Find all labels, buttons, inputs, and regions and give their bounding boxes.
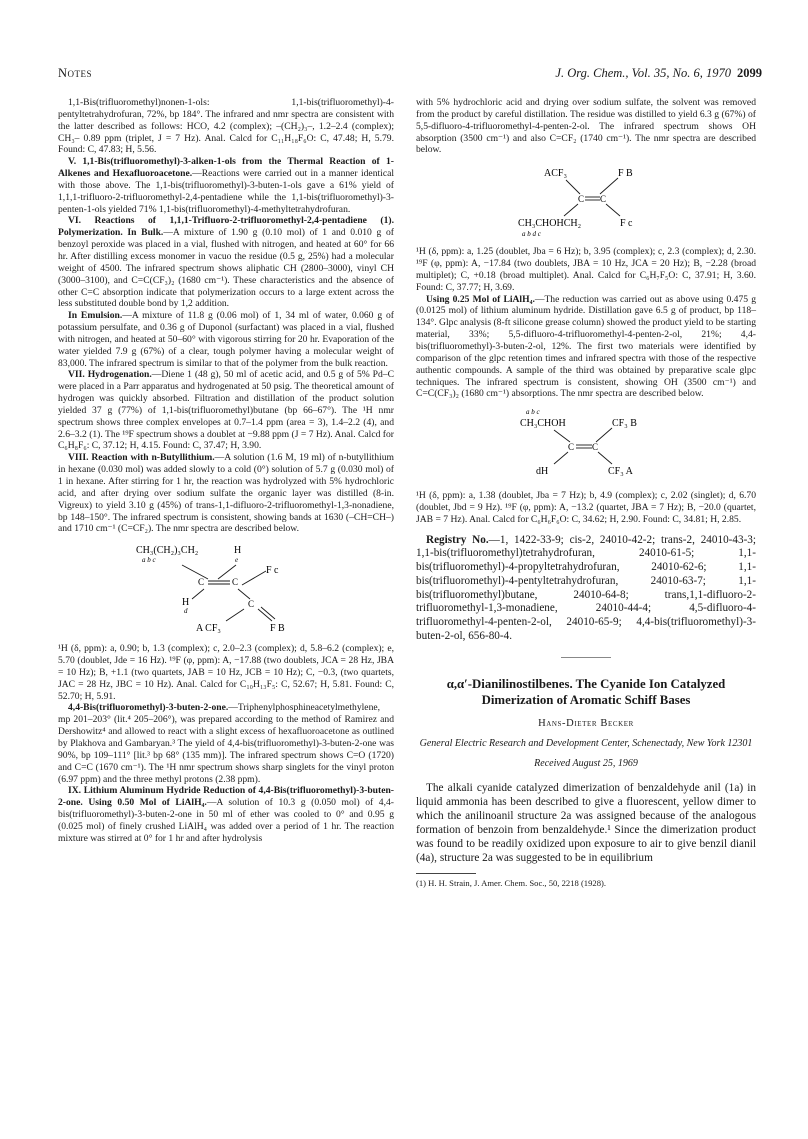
paragraph: V. 1,1-Bis(trifluoromethyl)-3-alken-1-ols from the Thermal Reaction of 1-Alkenes and Hexafluoroacetone.—Reactions were carried out in a manner identical with those above. The 1,1-bis(trifluoromethyl)-3-buten-1-ols gave a 61% yield of 1,1,1-trifluoro-2-trifluoromethyl-2,4-pentadiene while the 1,1-bis(trifluoromethyl)-3-penten-1-ols yielded 71% 1,1-bis(trifluoromethyl)-4-methyltetrahydrofuran.	[58, 156, 395, 215]
bond	[238, 589, 250, 599]
chemical-structure-nonadiene	[58, 541, 394, 637]
bond	[192, 589, 204, 599]
svg-text:C: C	[232, 577, 239, 588]
struct-h-d: H	[182, 597, 190, 609]
struct-cf3a: CF₃ A	[608, 466, 633, 478]
paragraph: 4,4-Bis(trifluoromethyl)-3-buten-2-one.—Triphenylphosphineacetylmethylene, mp 201–203° (lit.⁴ 205–206°), was prepared according to the method of Ramirez and Dershowitz⁴ and allowed to react with a slight excess of hexafluoroacetone as outlined by Plakhova and Gambaryan.³ The yield of 4,4-bis(trifluoromethyl)-3-buten-2-one was 90%, bp 109–111° [lit.³ bp 68° (135 mm)]. The infrared spectrum shows C=O (1720) and C=C (1670 cm⁻¹). The ¹H nmr spectrum shows sharp singlets for the vinyl proton (6.97 ppm) and the three methyl protons (2.38 ppm).	[58, 702, 394, 785]
section-heading: VII. Hydrogenation.	[68, 369, 152, 381]
paragraph: In Emulsion.—A mixture of 11.8 g (0.06 mol) of 1, 34 ml of water, 0.060 g of potassium persulfate, and 0.36 g of Duponol (surfactant) was placed in a vial, flushed with nitrogen, and heated at 50–60° with vigorous stirring for 20 hr. Evaporation of the water yielded 7.9 g (67%) of a clear, tough polymer having a molecular weight of 83,000. The infrared spectrum is similar to that of the polymer from the bulk reaction.	[58, 310, 394, 369]
paragraph: ¹H (δ, ppm): a, 1.38 (doublet, Jba = 7 Hz); b, 4.9 (complex); c, 2.02 (singlet); d, 6.70 (doublet, Jbd = 9 Hz). ¹⁹F (φ, ppm): A, −13.2 (quartet, JBA = 7 Hz); B, −20.0 (quartet, JAB = 7 Hz). Anal. Calcd for C₆H₆F₆O: C, 34.62; H, 2.90. Found: C, 34.81; H, 2.85.	[416, 490, 756, 525]
section-heading: 4,4-Bis(trifluoromethyl)-3-buten-2-one.	[68, 702, 229, 714]
section-heading: IX. Lithium Aluminum Hydride Reduction of 4,4-Bis(trifluoromethyl)-3-buten-2-one. Using 0.50 Mol of LiAlH₄.	[58, 785, 394, 809]
article-header	[416, 676, 756, 770]
svg-text:C: C	[592, 442, 599, 453]
struct-label-e: e	[235, 556, 239, 565]
struct-acf3: ACF₃	[544, 168, 567, 180]
struct-h-e: H	[234, 545, 242, 557]
journal-name: J. Org. Chem., Vol. 35, No. 6, 1970	[555, 66, 731, 80]
svg-text:C: C	[600, 194, 607, 205]
struct-label-d: d	[184, 607, 188, 616]
section-heading: VIII. Reaction with n-Butyllithium.	[68, 452, 215, 464]
paragraph: with 5% hydrochloric acid and drying over sodium sulfate, the solvent was removed from the product by careful distillation. The residue was distilled to yield 6.3 g (67%) of 5,5-difluoro-4-trifluoromethyl-4-penten-2-ol. The infrared spectrum shows OH absorption (3500 cm⁻¹) and also C=CF₂ (1740 cm⁻¹). The nmr spectra are described below.	[416, 97, 756, 156]
struct-fb: F B	[618, 168, 633, 180]
section-heading: Using 0.25 Mol of LiAlH₄.	[426, 293, 535, 305]
struct-fc: F c	[620, 218, 633, 230]
paragraph: ¹H (δ, ppm): a, 1.25 (doublet, Jba = 6 Hz); b, 3.95 (complex); c, 2.3 (complex); d, 2.30. ¹⁹F (φ, ppm): A, −17.84 (two doublets, JBA = 10 Hz, JCA = 20 Hz); B, −2.28 (broad multiplet); C, +0.18 (broad multiplet). Anal. Calcd for C₆H₇F₅O: C, 37.91; H, 3.60. Found: C, 37.77; H, 3.69.	[416, 246, 756, 293]
left-column	[58, 97, 394, 845]
struct-locants: a b c	[526, 408, 540, 417]
struct-locants: a b c	[142, 556, 156, 565]
paragraph: IX. Lithium Aluminum Hydride Reduction of 4,4-Bis(trifluoromethyl)-3-buten-2-one. Using 0.50 Mol of LiAlH₄.—A solution of 10.3 g (0.050 mol) of 4,4-bis(trifluoromethyl)-3-buten-2-one in 50 ml of ether was cooled to 0° and 0.95 g (0.025 mol) of finely crushed LiAlH₄ was added over a period of 1 hr. The reaction mixture was stirred at 0° for 1 hr and after hydrolysis	[58, 785, 394, 844]
section-heading: VI. Reactions of 1,1,1-Trifluoro-2-trifluoromethyl-2,4-pentadiene (1). Polymerization. In Bulk.	[58, 215, 394, 239]
article-divider	[561, 657, 611, 658]
registry-heading: Registry No.	[426, 533, 489, 546]
chemical-structure-butenol	[416, 406, 756, 484]
paragraph: VI. Reactions of 1,1,1-Trifluoro-2-trifluoromethyl-2,4-pentadiene (1). Polymerization. In Bulk.—A mixture of 1.90 g (0.10 mol) of 1 and 0.010 g of benzoyl peroxide was placed in a vial, flushed with nitrogen, and heated at 60° for 66 hr. After distilling excess monomer in vacuo the residue (0.5 g, 25%) had a molecular weight of 4500. The infrared spectrum shows aliphatic CH (2800–3000), vinyl CH (3000–3100), and C=C(CF₃)₂ (1680 cm⁻¹). These characteristics and the absence of other C=C absorption indicate that polymerization occurs to a large extent across the less substituted double bond by 1,2 addition.	[58, 215, 394, 310]
paragraph: VIII. Reaction with n-Butyllithium.—A solution (1.6 M, 19 ml) of n-butyllithium in hexane (0.030 mol) was added slowly to a cold (0°) solution of 5.7 g (0.030 mol) of 1 in hexane. After stirring for 1 hr, the reaction was hydrolyzed with 5% hydrochloric acid, and after drying over sodium sulfate the organic layer was distilled (8-in. Vigreux) to yield 3.10 g (45%) of trans-1,1-difluoro-2-trifluoromethyl-1,3-nonadiene, bp 148–150°. The infrared spectrum is consistent, showing bands at 1630 (–CH=CH–) and 1710 cm⁻¹ (C=CF₂). The nmr spectra are described below.	[58, 452, 394, 535]
struct-chain: CH₃CHOHCH₂	[518, 218, 582, 230]
struct-locants: a b d c	[522, 230, 541, 239]
footnote-rule	[416, 873, 476, 874]
section-heading: V. 1,1-Bis(trifluoromethyl)-3-alken-1-ols from the Thermal Reaction of 1-Alkenes and Hexafluoroacetone.	[58, 156, 394, 180]
struct-fc: F c	[266, 565, 279, 577]
paragraph: ¹H (δ, ppm): a, 0.90; b, 1.3 (complex); c, 2.0–2.3 (complex); d, 5.8–6.2 (complex); e, 5.70 (doublet, Jde = 16 Hz). ¹⁹F (φ, ppm): A, −17.88 (two doublets, JCA = 28 Hz, JBA = 10 Hz); B, +1.1 (two quartets, JAB = 10 Hz, JCB = 10 Hz); C, −0.3, (two quartets, JAC = 28 Hz, JBC = 10 Hz). Anal. Calcd for C₁₀H₁₃F₅: C, 52.67; H, 5.81. Found: C, 52.70; H, 5.91.	[58, 643, 394, 702]
struct-fb: F B	[270, 623, 285, 635]
svg-text:C: C	[248, 599, 255, 610]
struct-dh: dH	[536, 466, 549, 478]
struct-acf3: A CF₃	[196, 623, 221, 635]
paragraph: VII. Hydrogenation.—Diene 1 (48 g), 50 ml of acetic acid, and 0.5 g of 5% Pd–C were placed in a Parr apparatus and hydrogenated at 50 psig. The theoretical amount of hydrogen was quickly absorbed. Filtration and distillation of the product solution yielded 37 g (77%) of 1,1-bis(trifluoromethyl)butane (bp 66–67°). The ¹H nmr spectrum shows three complex envelopes at 0.7–1.4 ppm (area = 3), 1.4–2.2 (4), and 2.6–3.2 (1). The ¹⁹F spectrum shows a doublet at −9.88 ppm (J = 7 Hz). Anal. Calcd for C₆H₈F₆: C, 37.12; H, 4.15. Found: C, 37.47; H, 3.90.	[58, 369, 394, 452]
struct-chain: CH₃CHOH	[520, 418, 566, 430]
page-header	[58, 66, 762, 86]
bond	[226, 609, 244, 621]
struct-chain: CH₃(CH₂)₃CH₂	[136, 545, 199, 557]
article-title: α,α′-Dianilinostilbenes. The Cyanide Ion Catalyzed Dimerization of Aromatic Schiff Bases	[446, 677, 726, 708]
journal-citation	[555, 66, 762, 81]
article-intro: The alkali cyanide catalyzed dimerization of benzaldehyde anil (1a) in liquid ammonia has been described to give a fluorescent, yellow dimer to which the anilinoanil structure 2a was assigned because of the analogous formation of benzoin from benzaldehyde.¹ Since the dimerization product was found to be readily oxidized upon exposure to air to give benzil dianil (4a), structure 2a was suggested to be in equilibrium	[416, 782, 756, 864]
article-affiliation: General Electric Research and Development Center, Schenectady, New York 12301	[419, 738, 753, 750]
svg-text:C: C	[568, 442, 575, 453]
struct-cf3b: CF₃ B	[612, 418, 637, 430]
right-column	[416, 97, 756, 889]
article-author: Hans-Dieter Becker	[538, 718, 634, 730]
svg-text:C: C	[578, 194, 585, 205]
page-number: 2099	[737, 66, 762, 80]
section-label: Notes	[58, 66, 93, 80]
svg-text:C: C	[198, 577, 205, 588]
section-heading: In Emulsion.	[68, 310, 123, 322]
chemical-structure-pentenol	[416, 162, 756, 240]
paragraph: Using 0.25 Mol of LiAlH₄.—The reduction was carried out as above using 0.475 g (0.0125 mol) of lithium aluminum hydride. Distillation gave 6.5 g of product, bp 118–134°. Glpc analysis (8-ft silicone grease column) showed the product yield to be starting material, 33%; 5,5-difluoro-4-trifluoromethyl-4-penten-2-ol, 21%; 4,4-bis(trifluoromethyl)-3-buten-2-ol, 12%. The first two materials were identified by comparison of the glpc retention times and infrared spectra with those of the respective authentic compounds. A sample of the third was obtained by preparative scale glpc techniques. The infrared spectrum is consistent, showing OH (3500 cm⁻¹) and C=C(CF₃)₂ (1680 cm⁻¹) absorptions. The nmr spectra are described below.	[416, 293, 757, 400]
article-received-date: Received August 25, 1969	[534, 758, 638, 770]
registry-numbers: Registry No.—1, 1422-33-9; cis-2, 24010-42-2; trans-2, 24010-43-3; 1,1-bis(trifluoromethyl)tetrahydrofuran, 24010-61-5; 1,1-bis(trifluoromethyl)-4-propyltetrahydrofuran, 24010-62-6; 1,1-bis(trifluoromethyl)-4-pentyltetrahydrofuran, 24010-63-7; 1,1-bis(trifluoromethyl)butane, 24010-64-8; trans,1,1-difluoro-2-trifluoromethyl-1,3-monadiene, 24010-44-4; 4,5-difluoro-4-trifluoromethyl-4-penten-2-ol, 24010-65-9; 4,4-bis(trifluoromethyl)-3-buten-2-ol, 656-80-4.	[416, 533, 757, 642]
bond	[242, 571, 266, 585]
paragraph: 1,1-Bis(trifluoromethyl)nonen-1-ols: 1,1-bis(trifluoromethyl)-4-pentyltetrahydrofuran, 72%, bp 184°. The infrared and nmr spectra are consistent with the latter described as follows: HCO, 4.2 (complex); –(CH₂)₃–, 1.2–2.4 (complex); CH₃– 0.89 ppm (triplet, J = 7 Hz). Anal. Calcd for C₁₁H₁₈F₆O: C, 47.48; H, 5.79. Found: C, 47.83; H, 5.56.	[58, 97, 394, 156]
footnote: (1) H. H. Strain, J. Amer. Chem. Soc., 50, 2218 (1928).	[416, 878, 607, 889]
bond	[182, 565, 208, 579]
